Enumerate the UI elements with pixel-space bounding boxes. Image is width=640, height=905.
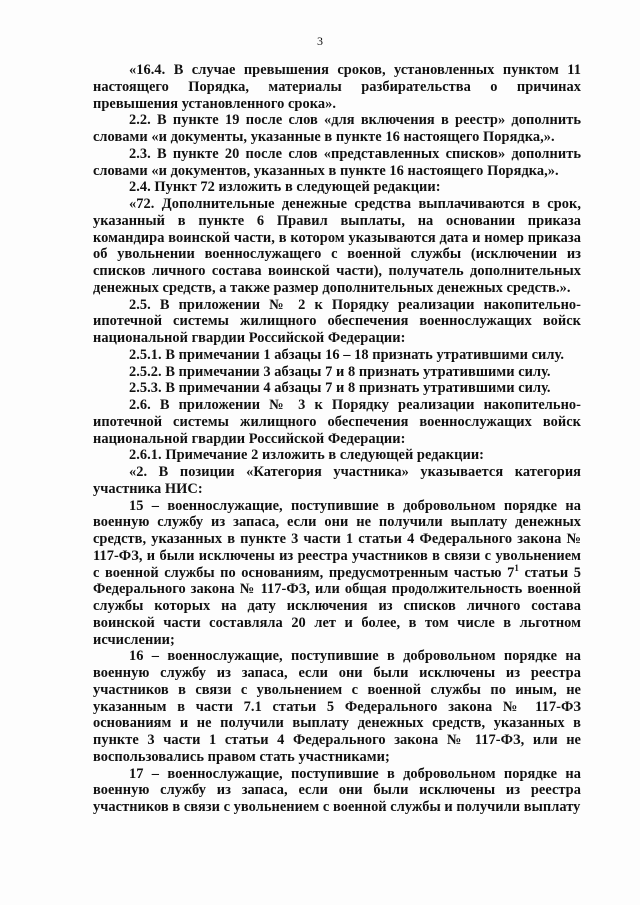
paragraph-category-17: 17 – военнослужащие, поступившие в добровольном порядке на военную службу из запаса, если они были исключены из реестра участников в связи с увольнением с военной службы и получили выплату	[93, 765, 581, 815]
paragraph-2-4: 2.4. Пункт 72 изложить в следующей редакции:	[129, 179, 441, 196]
page-number: 3	[317, 34, 323, 48]
paragraph-note-2: «2. В позиции «Категория участника» указывается категория участника НИС:	[93, 464, 581, 497]
paragraph-2-5: 2.5. В приложении № 2 к Порядку реализации накопительно-ипотечной системы жилищного обеспечения военнослужащих войск национальной гвардии Российской Федерации:	[93, 296, 581, 346]
superscript-1: 1	[514, 562, 519, 573]
paragraph-2-2: 2.2. В пункте 19 после слов «для включения в реестр» дополнить словами «и документы, указанные в пункте 16 настоящего Порядка,».	[93, 112, 581, 145]
paragraph-72: «72. Дополнительные денежные средства выплачиваются в срок, указанный в пункте 6 Правил выплаты, на основании приказа командира воинской части, в котором указываются дата и номер приказа об увольнении военнослужащего с военной службы (исключении из списков личного состава воинской части), получатель дополнительных денежных средств, а также размер дополнительных денежных средств.».	[93, 196, 581, 296]
paragraph-16-4: «16.4. В случае превышения сроков, установленных пунктом 11 настоящего Порядка, материалы разбирательства о причинах превышения установленного срока».	[93, 62, 581, 112]
paragraph-2-6-1: 2.6.1. Примечание 2 изложить в следующей редакции:	[129, 447, 485, 464]
paragraph-2-5-1: 2.5.1. В примечании 1 абзацы 16 – 18 признать утратившими силу.	[129, 346, 564, 363]
paragraph-2-3: 2.3. В пункте 20 после слов «представленных списков» дополнить словами «и документов, указанных в пункте 16 настоящего Порядка,».	[93, 145, 581, 179]
paragraph-category-15-before: 15 – военнослужащие, поступившие в добровольном порядке на военную службу из запаса, если они не получили выплату денежных средств, указанных в пункте 3 части 1 статьи 4 Федерального закона № 117-ФЗ, и были исключены из реестра участников в связи с увольнением с военной службы по основаниям, предусмотренным частью 7	[93, 497, 581, 581]
paragraph-category-15	[93, 498, 581, 649]
paragraph-2-6: 2.6. В приложении № 3 к Порядку реализации накопительно-ипотечной системы жилищного обеспечения военнослужащих войск национальной гвардии Российской Федерации:	[93, 397, 581, 447]
paragraph-2-5-3: 2.5.3. В примечании 4 абзацы 7 и 8 признать утратившими силу.	[129, 380, 551, 397]
paragraph-category-16: 16 – военнослужащие, поступившие в добровольном порядке на военную службу из запаса, если они были исключены из реестра участников в связи с увольнением с военной службы по иным, не указанным в части 7.1 статьи 5 Федерального закона № 117-ФЗ основаниям и не получили выплату денежных средств, указанных в пункте 3 части 1 статьи 4 Федерального закона № 117-ФЗ, или не воспользовались правом стать участниками;	[93, 648, 581, 765]
document-body	[93, 62, 581, 816]
paragraph-2-5-2: 2.5.2. В примечании 3 абзацы 7 и 8 признать утратившими силу.	[129, 363, 551, 380]
paragraph-category-15-after: статьи 5 Федерального закона № 117-ФЗ, или общая продолжительность военной службы которых на дату исключения из списков личного состава воинской части составляла 20 лет и более, в том числе в льготном исчислении;	[93, 564, 582, 648]
